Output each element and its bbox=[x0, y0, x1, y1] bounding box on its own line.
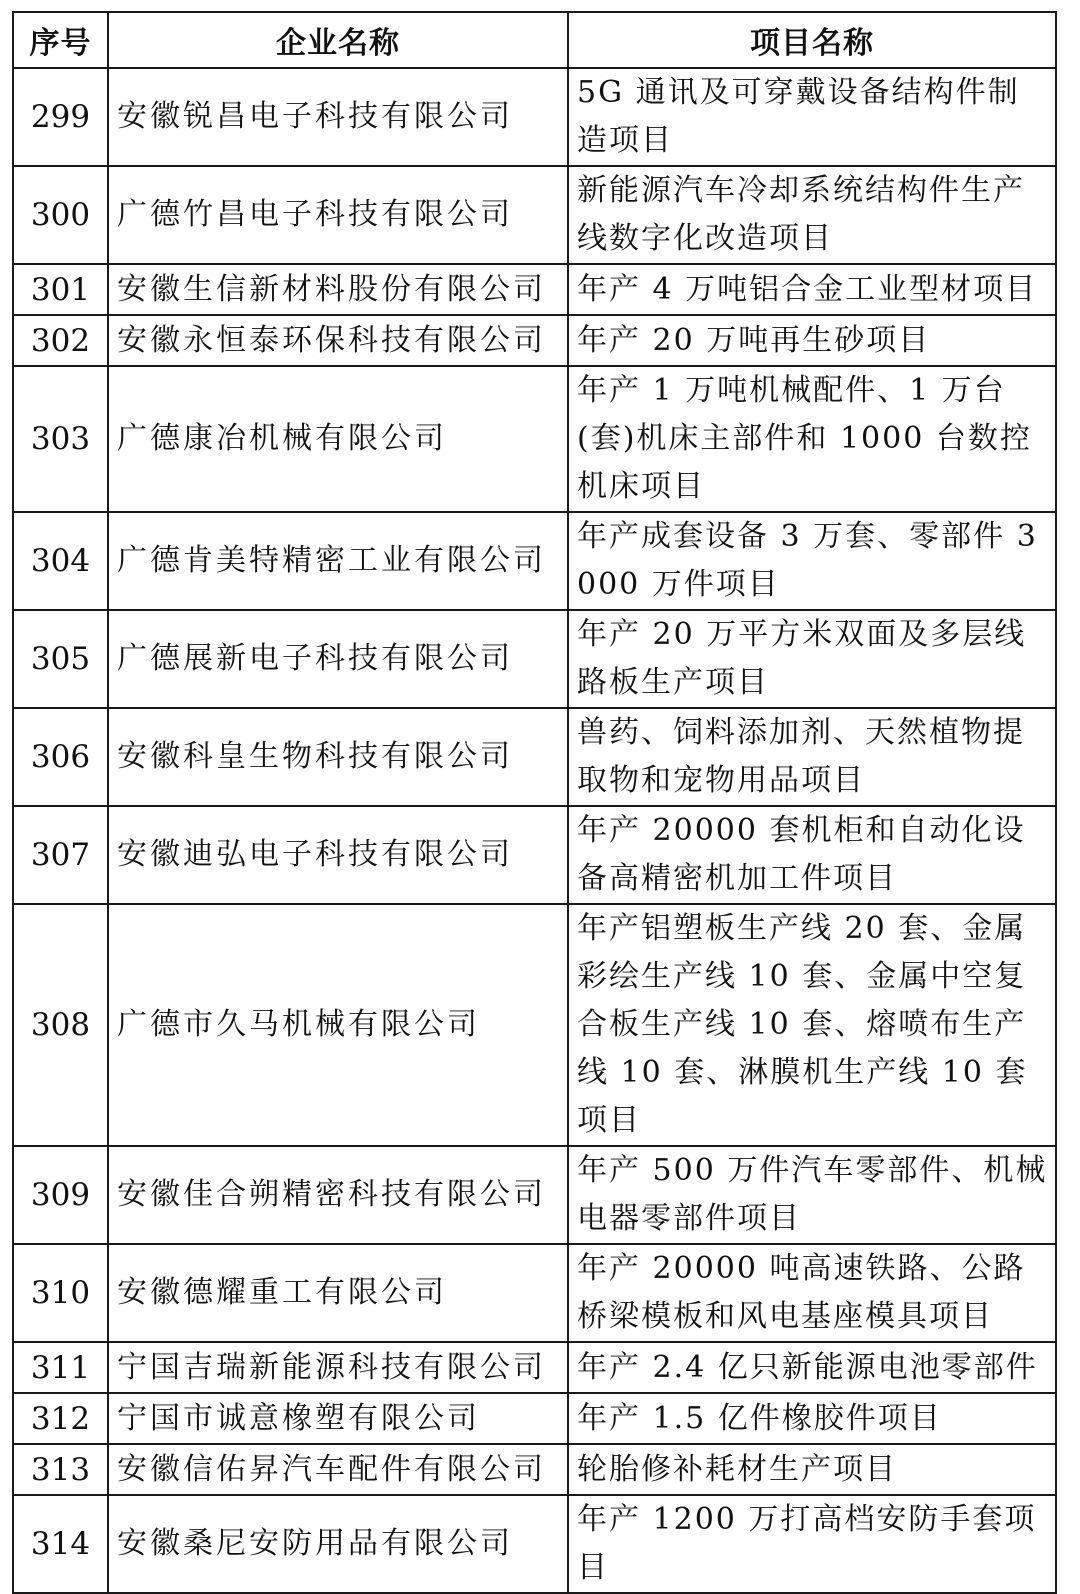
project-name: 年产 1.5 亿件橡胶件项目 bbox=[568, 1393, 1056, 1444]
company-name: 安徽德耀重工有限公司 bbox=[108, 1244, 568, 1342]
project-name: 轮胎修补耗材生产项目 bbox=[568, 1444, 1056, 1495]
company-name: 广德市久马机械有限公司 bbox=[108, 904, 568, 1146]
project-name: 年产成套设备 3 万套、零部件 3000 万件项目 bbox=[568, 512, 1056, 610]
table-row bbox=[13, 264, 1056, 315]
table-row bbox=[13, 1393, 1056, 1444]
company-name: 广德康冶机械有限公司 bbox=[108, 366, 568, 512]
row-number: 308 bbox=[13, 904, 108, 1146]
table-row bbox=[13, 366, 1056, 512]
table-row bbox=[13, 1495, 1056, 1593]
row-number: 311 bbox=[13, 1342, 108, 1393]
company-name: 宁国市诚意橡塑有限公司 bbox=[108, 1393, 568, 1444]
row-number: 304 bbox=[13, 512, 108, 610]
project-table bbox=[12, 11, 1057, 1594]
company-name: 广德展新电子科技有限公司 bbox=[108, 610, 568, 708]
company-name: 宁国吉瑞新能源科技有限公司 bbox=[108, 1342, 568, 1393]
company-name: 安徽桑尼安防用品有限公司 bbox=[108, 1495, 568, 1593]
row-number: 313 bbox=[13, 1444, 108, 1495]
header-number: 序号 bbox=[13, 12, 108, 68]
project-name: 新能源汽车冷却系统结构件生产线数字化改造项目 bbox=[568, 166, 1056, 264]
project-name: 兽药、饲料添加剂、天然植物提取物和宠物用品项目 bbox=[568, 708, 1056, 806]
company-name: 广德竹昌电子科技有限公司 bbox=[108, 166, 568, 264]
project-name: 年产 500 万件汽车零部件、机械电器零部件项目 bbox=[568, 1146, 1056, 1244]
table-row bbox=[13, 512, 1056, 610]
company-name: 安徽科皇生物科技有限公司 bbox=[108, 708, 568, 806]
row-number: 312 bbox=[13, 1393, 108, 1444]
table-row bbox=[13, 166, 1056, 264]
row-number: 310 bbox=[13, 1244, 108, 1342]
company-name: 安徽永恒泰环保科技有限公司 bbox=[108, 315, 568, 366]
project-name: 年产 20 万平方米双面及多层线路板生产项目 bbox=[568, 610, 1056, 708]
table-row bbox=[13, 1146, 1056, 1244]
table-row bbox=[13, 610, 1056, 708]
header-company: 企业名称 bbox=[108, 12, 568, 68]
project-name: 年产 1 万吨机械配件、1 万台(套)机床主部件和 1000 台数控机床项目 bbox=[568, 366, 1056, 512]
row-number: 300 bbox=[13, 166, 108, 264]
row-number: 305 bbox=[13, 610, 108, 708]
row-number: 309 bbox=[13, 1146, 108, 1244]
company-name: 安徽生信新材料股份有限公司 bbox=[108, 264, 568, 315]
company-name: 安徽锐昌电子科技有限公司 bbox=[108, 68, 568, 166]
project-name: 年产 2.4 亿只新能源电池零部件 bbox=[568, 1342, 1056, 1393]
company-name: 广德肯美特精密工业有限公司 bbox=[108, 512, 568, 610]
table-row bbox=[13, 68, 1056, 166]
row-number: 307 bbox=[13, 806, 108, 904]
project-name: 年产 20000 吨高速铁路、公路桥梁模板和风电基座模具项目 bbox=[568, 1244, 1056, 1342]
company-name: 安徽迪弘电子科技有限公司 bbox=[108, 806, 568, 904]
project-name: 年产 20000 套机柜和自动化设备高精密机加工件项目 bbox=[568, 806, 1056, 904]
table-row bbox=[13, 1444, 1056, 1495]
header-row bbox=[13, 12, 1056, 68]
table-row bbox=[13, 315, 1056, 366]
row-number: 314 bbox=[13, 1495, 108, 1593]
project-name: 年产 20 万吨再生砂项目 bbox=[568, 315, 1056, 366]
row-number: 299 bbox=[13, 68, 108, 166]
table-row bbox=[13, 806, 1056, 904]
header-project: 项目名称 bbox=[568, 12, 1056, 68]
project-name: 年产 1200 万打高档安防手套项目 bbox=[568, 1495, 1056, 1593]
row-number: 301 bbox=[13, 264, 108, 315]
project-name: 年产 4 万吨铝合金工业型材项目 bbox=[568, 264, 1056, 315]
row-number: 303 bbox=[13, 366, 108, 512]
company-name: 安徽信佑昇汽车配件有限公司 bbox=[108, 1444, 568, 1495]
row-number: 302 bbox=[13, 315, 108, 366]
company-name: 安徽佳合朔精密科技有限公司 bbox=[108, 1146, 568, 1244]
row-number: 306 bbox=[13, 708, 108, 806]
project-name: 年产铝塑板生产线 20 套、金属彩绘生产线 10 套、金属中空复合板生产线 10 套、熔喷布生产线 10 套、淋膜机生产线 10 套项目 bbox=[568, 904, 1056, 1146]
table-row bbox=[13, 904, 1056, 1146]
table-row bbox=[13, 708, 1056, 806]
table-row bbox=[13, 1244, 1056, 1342]
project-name: 5G 通讯及可穿戴设备结构件制造项目 bbox=[568, 68, 1056, 166]
table-row bbox=[13, 1342, 1056, 1393]
